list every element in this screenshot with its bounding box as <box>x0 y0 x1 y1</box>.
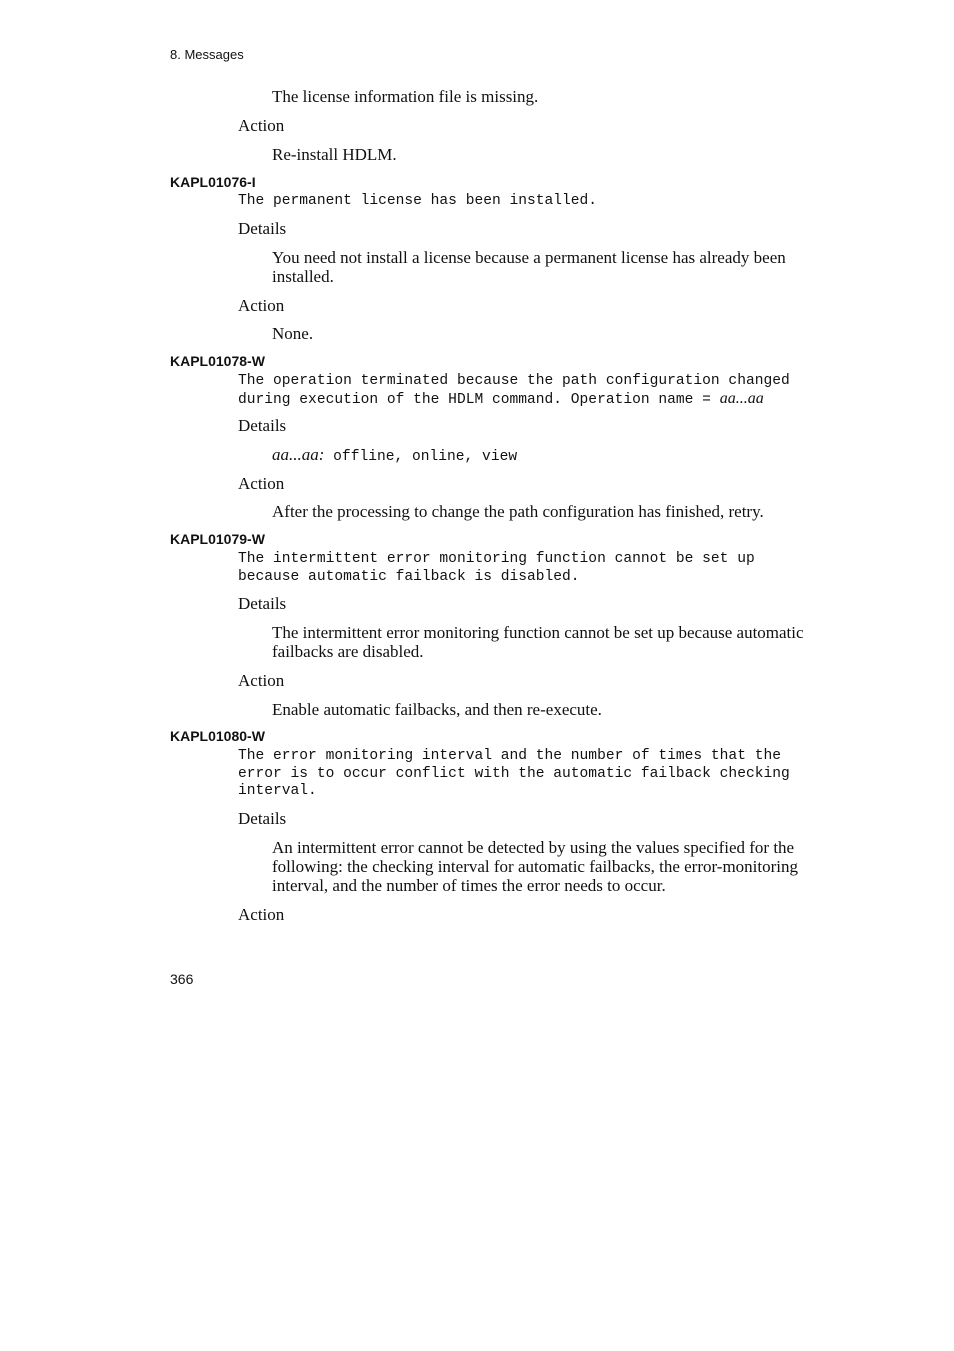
section-label: Action <box>238 116 285 135</box>
running-head: 8. Messages <box>170 47 244 62</box>
body-text-line: installed. <box>272 267 334 286</box>
section-label: Details <box>238 219 287 238</box>
body-text-line: After the processing to change the path configuration has finished, retry. <box>272 502 764 521</box>
section-label: Details <box>238 809 287 828</box>
message-id: KAPL01080-W <box>170 728 265 744</box>
message-id: KAPL01078-W <box>170 353 265 369</box>
message-text-line: aa...aa: offline, online, view <box>272 445 518 465</box>
body-text-line: None. <box>272 324 314 343</box>
body-text-line: The license information file is missing. <box>272 87 539 106</box>
section-label: Action <box>238 474 285 493</box>
body-text-line: interval, and the number of times the error needs to occur. <box>272 876 666 895</box>
message-text-line: during execution of the HDLM command. Operation name = aa...aa <box>238 390 764 408</box>
message-id: KAPL01076-I <box>170 174 256 190</box>
variable-placeholder: aa...aa <box>719 390 764 407</box>
body-text-line: failbacks are disabled. <box>272 642 424 661</box>
section-label: Action <box>238 671 285 690</box>
section-label: Details <box>238 416 287 435</box>
section-label: Action <box>238 296 285 315</box>
message-text-line: The intermittent error monitoring function cannot be set up <box>238 551 755 567</box>
section-label: Details <box>238 594 287 613</box>
message-text-line: error is to occur conflict with the automatic failback checking <box>238 766 790 782</box>
body-text-line: The intermittent error monitoring function cannot be set up because automatic <box>272 623 804 642</box>
body-text-line: Enable automatic failbacks, and then re-execute. <box>272 700 602 719</box>
body-text-line: You need not install a license because a permanent license has already been <box>272 248 786 267</box>
message-text-line: The error monitoring interval and the number of times that the <box>238 748 781 764</box>
body-text-line: following: the checking interval for automatic failbacks, the error-monitoring <box>272 857 799 876</box>
body-text-line: An intermittent error cannot be detected by using the values specified for the <box>272 838 795 857</box>
message-text-line: because automatic failback is disabled. <box>238 569 580 585</box>
message-text-line: The operation terminated because the path configuration changed <box>238 373 790 389</box>
body-text-line: Re-install HDLM. <box>272 145 397 164</box>
page-number: 366 <box>170 971 194 987</box>
message-text-line: The permanent license has been installed. <box>238 193 598 209</box>
message-text-line: interval. <box>238 783 317 799</box>
message-id: KAPL01079-W <box>170 531 265 547</box>
section-label: Action <box>238 905 285 924</box>
variable-placeholder: aa...aa: <box>272 445 325 464</box>
